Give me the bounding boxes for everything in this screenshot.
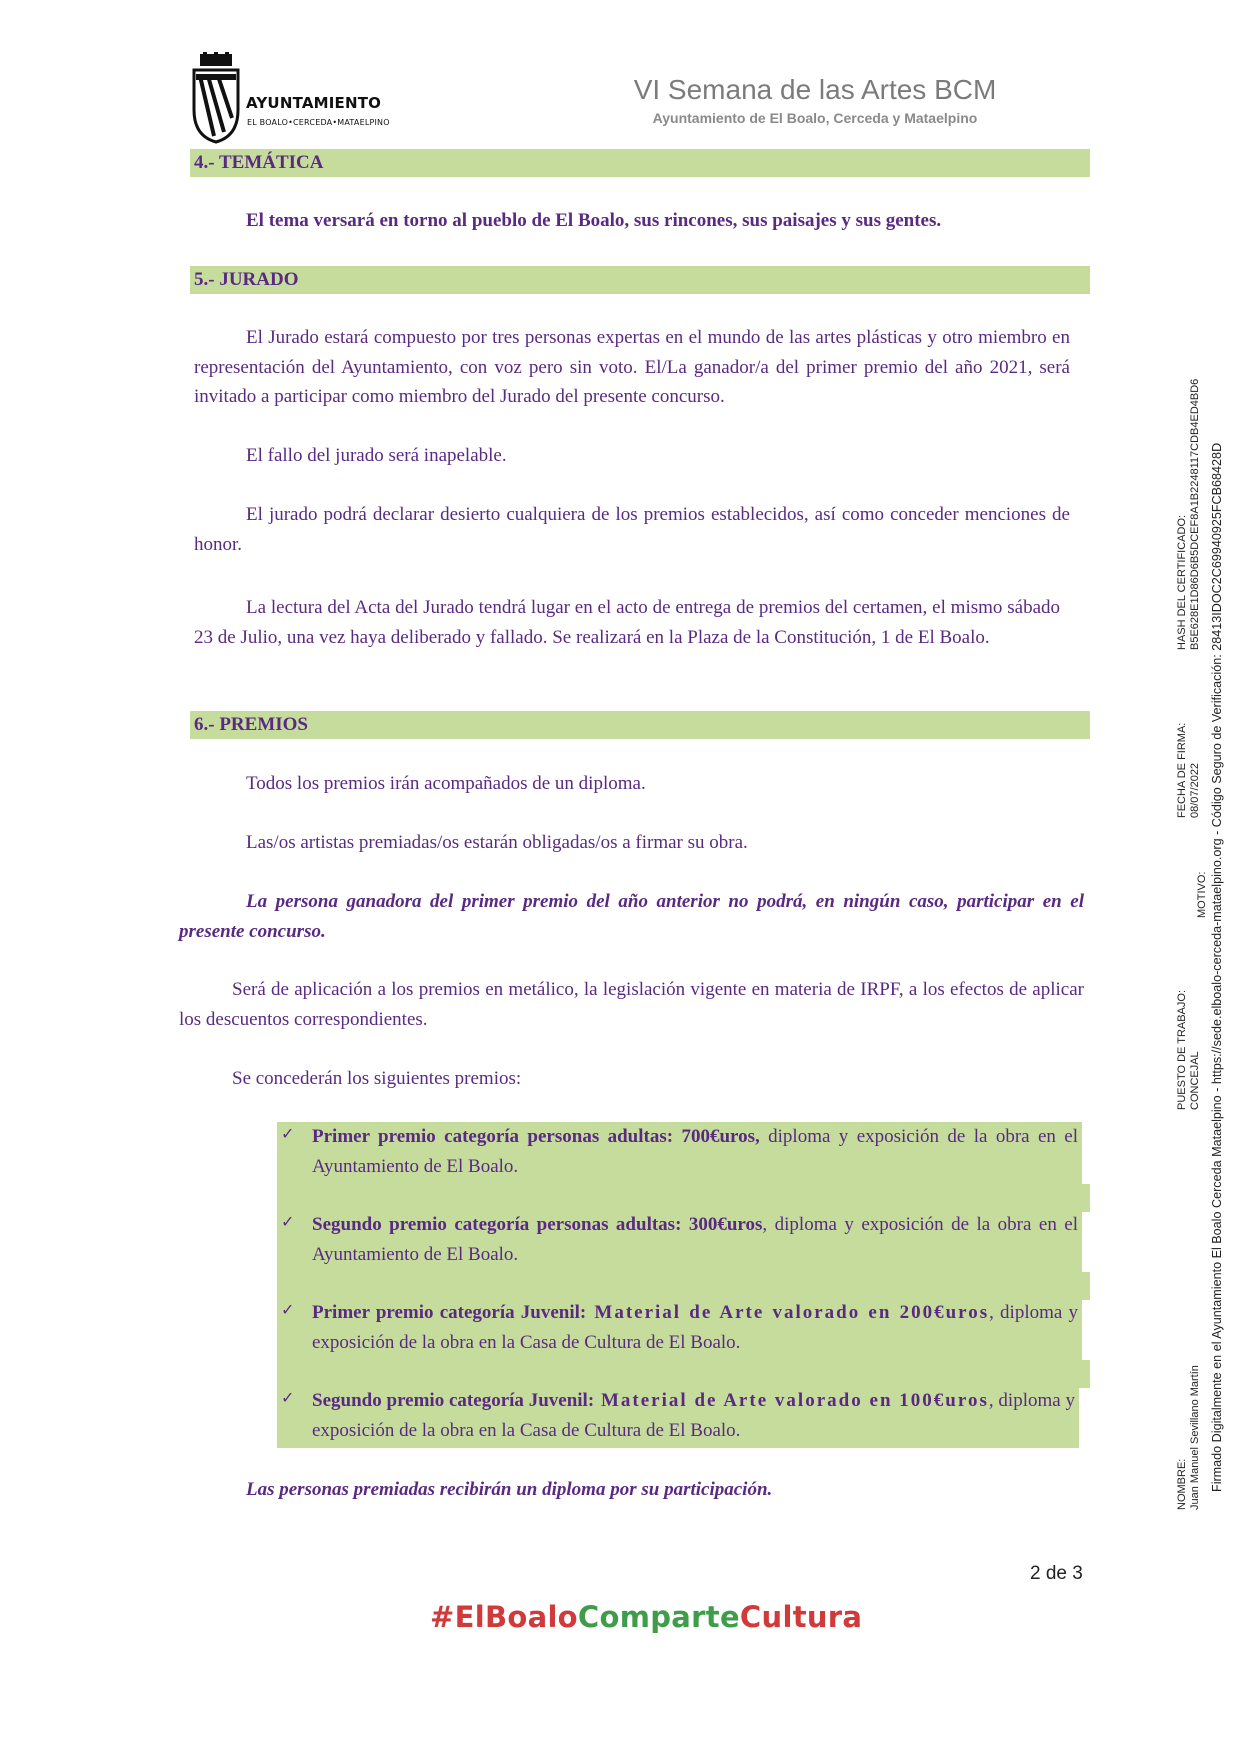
prize-title: Primer premio categoría Juvenil: <box>312 1302 587 1323</box>
document-subtitle: Ayuntamiento de El Boalo, Cerceda y Mataelpino <box>652 110 978 126</box>
hashtag-part: #ElBoalo <box>430 1600 578 1634</box>
logo-wordmark: AYUNTAMIENTO <box>246 94 382 112</box>
logo-towns: EL BOALO•CERCEDA•MATAELPINO <box>247 118 390 127</box>
prize-value: Material de Arte valorado en 100€uros <box>594 1390 989 1411</box>
prize-description: , diploma y exposición de la obra en la Casa de Cultura de El Boalo. <box>312 1302 1078 1353</box>
prize-description: diploma y exposición de la obra en el Ayuntamiento de El Boalo. <box>312 1126 1078 1177</box>
prize-value: Material de Arte valorado en 200€uros <box>586 1302 990 1323</box>
jurado-paragraph: El jurado podrá declarar desierto cualquiera de los premios establecidos, así como conceder menciones de honor. <box>194 504 1070 555</box>
premios-paragraph: Será de aplicación a los premios en metálico, la legislación vigente en materia de IRPF, a los efectos de aplicar los descuentos correspondientes. <box>179 979 1084 1030</box>
signature-motivo-label: MOTIVO: <box>1196 871 1208 918</box>
closing-note: Las personas premiadas recibirán un diploma por su participación. <box>246 1479 773 1500</box>
municipal-logo <box>190 52 400 144</box>
premios-paragraph: Se concederán los siguientes premios: <box>232 1068 522 1089</box>
prize-title: Segundo premio categoría personas adultas: 300€uros <box>312 1214 763 1235</box>
checkmark-icon: ✓ <box>281 1124 295 1143</box>
jurado-paragraph: El Jurado estará compuesto por tres personas expertas en el mundo de las artes plásticas y otro miembro en representación del Ayuntamiento, con voz pero sin voto. El/La ganador/a del primer premio del año 2021, será invitado a participar como miembro del Jurado del presente concurso. <box>194 327 1070 407</box>
signature-hash-label: HASH DEL CERTIFICADO: <box>1176 514 1188 650</box>
hashtag-part: Comparte <box>577 1600 740 1634</box>
checkmark-icon: ✓ <box>281 1212 295 1231</box>
section-heading-tematica: 4.- TEMÁTICA <box>190 149 1090 177</box>
jurado-paragraph: El fallo del jurado será inapelable. <box>246 445 507 466</box>
prize-title: Primer premio categoría personas adultas: 700€uros, <box>312 1126 760 1147</box>
prize-description: , diploma y exposición de la obra en la Casa de Cultura de El Boalo. <box>312 1390 1075 1441</box>
coat-of-arms-icon <box>190 52 242 144</box>
signature-hash: B5E628E1D86D6B5DCEF8A1B2248117CDB4ED4BD6 <box>1189 378 1201 650</box>
jurado-paragraph: La lectura del Acta del Jurado tendrá lugar en el acto de entrega de premios del certamen, el mismo sábado 23 de Julio, una vez haya deliberado y fallado. Se realizará en la Plaza de la Constitución, 1 de El Boalo. <box>194 597 1060 648</box>
prize-description: , diploma y exposición de la obra en el Ayuntamiento de El Boalo. <box>312 1214 1079 1265</box>
premios-paragraph: Todos los premios irán acompañados de un diploma. <box>246 773 646 794</box>
signature-puesto-label: PUESTO DE TRABAJO: <box>1176 989 1188 1110</box>
checkmark-icon: ✓ <box>281 1388 295 1407</box>
section-heading-jurado: 5.- JURADO <box>190 266 1090 294</box>
section-heading-premios: 6.- PREMIOS <box>190 711 1090 739</box>
tematica-text: El tema versará en torno al pueblo de El Boalo, sus rincones, sus paisajes y sus gentes. <box>246 210 942 231</box>
page-number: 2 de 3 <box>1030 1563 1083 1584</box>
campaign-hashtag <box>430 1600 862 1634</box>
checkmark-icon: ✓ <box>281 1300 295 1319</box>
signature-fecha: 08/07/2022 <box>1189 762 1201 818</box>
premios-paragraph: Las/os artistas premiadas/os estarán obligadas/os a firmar su obra. <box>246 832 748 853</box>
prize-item <box>277 1298 1082 1360</box>
document-title: VI Semana de las Artes BCM <box>633 74 997 105</box>
signature-fecha-label: FECHA DE FIRMA: <box>1176 722 1188 818</box>
prize-title: Segundo premio categoría Juvenil: <box>312 1390 595 1411</box>
premios-notice: La persona ganadora del primer premio del año anterior no podrá, en ningún caso, participar en el presente concurso. <box>179 891 1084 942</box>
signature-puesto: CONCEJAL <box>1189 1051 1201 1110</box>
prize-item <box>277 1386 1079 1448</box>
signature-nombre-label: NOMBRE: <box>1176 1458 1188 1510</box>
prize-item <box>277 1122 1082 1184</box>
hashtag-part: Cultura <box>739 1600 863 1634</box>
prize-item <box>277 1210 1082 1272</box>
digital-signature-line: Firmado Digitalmente en el Ayuntamiento El Boalo Cerceda Mataelpino - https://sede.elboalo-cerceda-mataelpino.org - Código Seguro de Verificación: 28413IDOC2C69940925FCB68428D <box>1210 442 1224 1492</box>
signature-nombre: Juan Manuel Sevillano Martín <box>1189 1365 1201 1510</box>
